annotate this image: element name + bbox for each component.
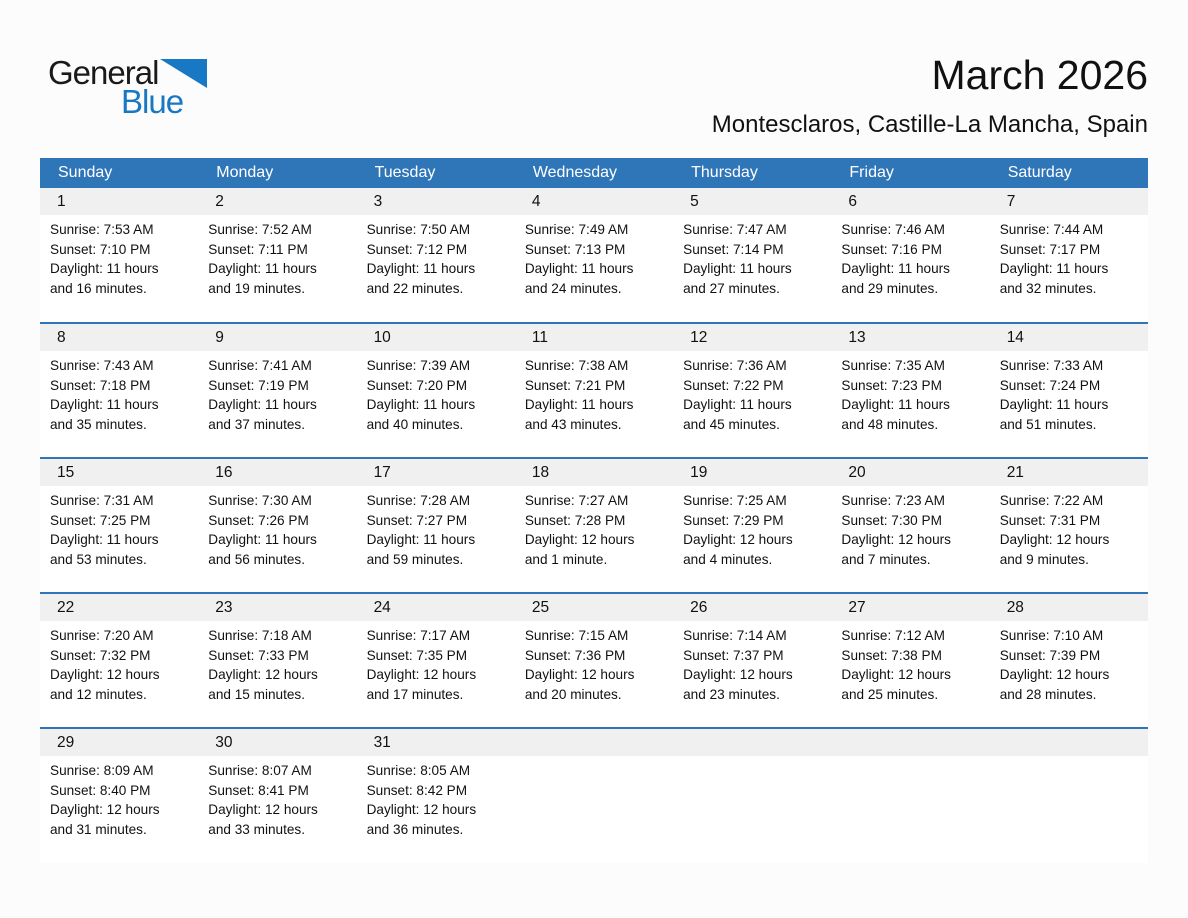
day-cell-3 [357,188,515,323]
day-details [515,351,673,434]
daylight-text-line2: and 12 minutes. [50,686,147,702]
sunrise-text: Sunrise: 7:25 AM [683,493,787,508]
empty-cell [515,728,673,863]
day-cell-28 [990,593,1148,728]
daylight-text-line1: Daylight: 12 hours [366,667,477,683]
day-cell-21 [990,458,1148,593]
day-details [198,215,356,298]
sunrise-text: Sunrise: 7:47 AM [683,222,787,237]
day-details [357,215,515,298]
day-cell-7 [990,188,1148,323]
day-cell-26 [673,593,831,728]
title-block [712,52,1148,139]
day-number: 15 [40,459,198,486]
sunset-text: Sunset: 7:39 PM [999,647,1101,663]
weekday-header-thursday: Thursday [673,158,831,188]
daylight-text-line2: and 23 minutes. [683,686,780,702]
daylight-text-line1: Daylight: 11 hours [999,261,1109,277]
day-cell-27 [831,593,989,728]
sunset-text: Sunset: 7:26 PM [208,512,309,528]
day-details [515,756,673,761]
sunset-text: Sunset: 7:12 PM [366,241,468,257]
daylight-text-line1: Daylight: 11 hours [366,532,476,548]
daylight-text-line1: Daylight: 12 hours [50,802,160,818]
day-cell-5 [673,188,831,323]
empty-cell [673,728,831,863]
day-number: 21 [990,459,1148,486]
sunrise-text: Sunrise: 7:15 AM [524,628,629,643]
daylight-text-line2: and 20 minutes. [524,686,622,702]
day-details [831,486,989,569]
sunset-text: Sunset: 7:21 PM [524,377,626,393]
day-number: 28 [990,594,1148,621]
daylight-text-line1: Daylight: 12 hours [524,532,635,548]
day-cell-4 [515,188,673,323]
sunset-text: Sunset: 8:41 PM [208,782,309,798]
day-cell-13 [831,323,989,458]
day-cell-8 [40,323,198,458]
day-number: 9 [198,324,356,351]
day-number: 22 [40,594,198,621]
day-cell-23 [198,593,356,728]
day-details [673,756,831,761]
calendar-table [40,158,1148,863]
sunrise-text: Sunrise: 7:44 AM [999,222,1104,237]
day-details [40,351,198,434]
daylight-text-line1: Daylight: 11 hours [524,397,634,413]
sunset-text: Sunset: 7:28 PM [524,512,626,528]
weekday-header-friday: Friday [831,158,989,188]
sunrise-text: Sunrise: 8:07 AM [208,763,312,778]
day-number: 16 [198,459,356,486]
sunset-text: Sunset: 7:14 PM [683,241,784,257]
sunrise-text: Sunrise: 7:20 AM [50,628,154,643]
sunrise-text: Sunrise: 7:53 AM [50,222,154,237]
sunrise-text: Sunrise: 7:50 AM [366,222,471,237]
week-row-3 [40,458,1148,593]
day-details [40,486,198,569]
daylight-text-line1: Daylight: 11 hours [50,532,159,548]
day-cell-9 [198,323,356,458]
sunset-text: Sunset: 7:17 PM [999,241,1101,257]
week-row-5 [40,728,1148,863]
sunrise-text: Sunrise: 7:30 AM [208,493,312,508]
sunset-text: Sunset: 7:18 PM [50,377,151,393]
day-details [831,351,989,434]
week-row-1 [40,188,1148,323]
day-number: 13 [831,324,989,351]
sunset-text: Sunset: 7:24 PM [999,377,1101,393]
daylight-text-line1: Daylight: 12 hours [366,802,477,818]
daylight-text-line1: Daylight: 11 hours [683,397,792,413]
day-details [357,351,515,434]
sunrise-text: Sunrise: 7:14 AM [683,628,787,643]
day-details [515,486,673,569]
day-number: 4 [515,188,673,215]
sunrise-text: Sunrise: 7:38 AM [524,358,629,373]
day-number: 17 [357,459,515,486]
week-row-2 [40,323,1148,458]
sunset-text: Sunset: 7:30 PM [841,512,942,528]
sunset-text: Sunset: 7:35 PM [366,647,468,663]
daylight-text-line2: and 15 minutes. [208,686,306,702]
day-number: 1 [40,188,198,215]
sunrise-text: Sunrise: 7:28 AM [366,493,471,508]
sunrise-text: Sunrise: 7:23 AM [841,493,945,508]
weekday-row [40,158,1148,188]
daylight-text-line1: Daylight: 12 hours [841,532,951,548]
day-number: 10 [357,324,515,351]
day-cell-10 [357,323,515,458]
sunrise-text: Sunrise: 7:41 AM [208,358,312,373]
day-details [357,621,515,704]
daylight-text-line2: and 56 minutes. [208,551,306,567]
daylight-text-line2: and 37 minutes. [208,416,306,432]
day-number: 2 [198,188,356,215]
sunrise-text: Sunrise: 7:27 AM [524,493,629,508]
day-number: 3 [357,188,515,215]
day-cell-1 [40,188,198,323]
day-details [673,351,831,434]
daylight-text-line2: and 25 minutes. [841,686,939,702]
sunset-text: Sunset: 7:20 PM [366,377,468,393]
sunset-text: Sunset: 8:42 PM [366,782,468,798]
sunrise-text: Sunrise: 7:35 AM [841,358,945,373]
day-details [673,215,831,298]
day-number [990,729,1148,756]
daylight-text-line1: Daylight: 12 hours [683,667,793,683]
sunrise-text: Sunrise: 7:17 AM [366,628,471,643]
day-details [40,215,198,298]
day-cell-2 [198,188,356,323]
logo-text-blue: Blue [121,83,184,120]
day-details [40,756,198,839]
daylight-text-line1: Daylight: 11 hours [366,397,476,413]
day-cell-22 [40,593,198,728]
weekday-header-tuesday: Tuesday [357,158,515,188]
day-details [198,351,356,434]
day-number: 30 [198,729,356,756]
sunset-text: Sunset: 7:38 PM [841,647,942,663]
day-details [198,621,356,704]
day-number: 23 [198,594,356,621]
daylight-text-line1: Daylight: 11 hours [841,397,950,413]
daylight-text-line1: Daylight: 11 hours [208,261,317,277]
sunrise-text: Sunrise: 7:33 AM [999,358,1104,373]
page-subtitle: Montesclaros, Castille-La Mancha, Spain [711,111,1148,138]
day-details [515,215,673,298]
daylight-text-line2: and 29 minutes. [841,280,939,296]
sunset-text: Sunset: 7:25 PM [50,512,151,528]
sunset-text: Sunset: 7:32 PM [50,647,151,663]
day-number: 11 [515,324,673,351]
weekday-header-sunday: Sunday [40,158,198,188]
day-number [673,729,831,756]
day-details [990,756,1148,761]
sunrise-text: Sunrise: 7:43 AM [50,358,154,373]
week-row-4 [40,593,1148,728]
sunrise-text: Sunrise: 7:18 AM [208,628,312,643]
sunrise-text: Sunrise: 8:09 AM [50,763,154,778]
general-blue-logo [48,56,207,118]
daylight-text-line2: and 16 minutes. [50,280,147,296]
day-details [990,486,1148,569]
daylight-text-line2: and 59 minutes. [366,551,464,567]
sunset-text: Sunset: 7:23 PM [841,377,942,393]
empty-cell [990,728,1148,863]
daylight-text-line1: Daylight: 12 hours [841,667,951,683]
day-cell-6 [831,188,989,323]
day-details [357,756,515,839]
day-cell-16 [198,458,356,593]
day-cell-31 [357,728,515,863]
day-number: 8 [40,324,198,351]
daylight-text-line2: and 48 minutes. [841,416,939,432]
sunset-text: Sunset: 8:40 PM [50,782,151,798]
daylight-text-line1: Daylight: 11 hours [366,261,476,277]
daylight-text-line1: Daylight: 11 hours [999,397,1109,413]
sunset-text: Sunset: 7:22 PM [683,377,784,393]
day-cell-20 [831,458,989,593]
daylight-text-line1: Daylight: 11 hours [524,261,634,277]
day-number: 18 [515,459,673,486]
day-cell-29 [40,728,198,863]
daylight-text-line2: and 4 minutes. [683,551,773,567]
empty-cell [831,728,989,863]
day-number: 27 [831,594,989,621]
daylight-text-line2: and 17 minutes. [366,686,464,702]
day-number: 31 [357,729,515,756]
day-cell-17 [357,458,515,593]
sunset-text: Sunset: 7:37 PM [683,647,784,663]
day-cell-12 [673,323,831,458]
daylight-text-line1: Daylight: 12 hours [999,667,1110,683]
weekday-header-wednesday: Wednesday [515,158,673,188]
page-header [0,0,1188,158]
daylight-text-line2: and 7 minutes. [841,551,931,567]
day-cell-19 [673,458,831,593]
day-number: 14 [990,324,1148,351]
day-details [673,486,831,569]
day-details [198,486,356,569]
daylight-text-line1: Daylight: 11 hours [683,261,792,277]
daylight-text-line1: Daylight: 12 hours [50,667,160,683]
day-cell-24 [357,593,515,728]
sunrise-text: Sunrise: 7:12 AM [841,628,945,643]
sunrise-text: Sunrise: 8:05 AM [366,763,471,778]
daylight-text-line2: and 22 minutes. [366,280,464,296]
daylight-text-line1: Daylight: 11 hours [841,261,950,277]
daylight-text-line2: and 53 minutes. [50,551,147,567]
sunset-text: Sunset: 7:27 PM [366,512,468,528]
daylight-text-line2: and 33 minutes. [208,821,306,837]
day-number: 29 [40,729,198,756]
sunrise-text: Sunrise: 7:39 AM [366,358,471,373]
day-number: 7 [990,188,1148,215]
sunset-text: Sunset: 7:33 PM [208,647,309,663]
sunrise-text: Sunrise: 7:52 AM [208,222,312,237]
daylight-text-line2: and 31 minutes. [50,821,147,837]
daylight-text-line2: and 51 minutes. [999,416,1097,432]
daylight-text-line2: and 36 minutes. [366,821,464,837]
sunset-text: Sunset: 7:19 PM [208,377,309,393]
daylight-text-line2: and 40 minutes. [366,416,464,432]
sunrise-text: Sunrise: 7:10 AM [999,628,1104,643]
day-number: 6 [831,188,989,215]
sunset-text: Sunset: 7:31 PM [999,512,1101,528]
sunrise-text: Sunrise: 7:36 AM [683,358,787,373]
day-details [990,215,1148,298]
daylight-text-line1: Daylight: 12 hours [208,667,318,683]
sunset-text: Sunset: 7:11 PM [208,241,308,257]
day-details [990,351,1148,434]
day-details [673,621,831,704]
day-details [831,756,989,761]
day-details [990,621,1148,704]
day-cell-25 [515,593,673,728]
sunset-text: Sunset: 7:10 PM [50,241,151,257]
daylight-text-line2: and 1 minute. [524,551,608,567]
day-number: 24 [357,594,515,621]
weekday-header-monday: Monday [198,158,356,188]
daylight-text-line1: Daylight: 11 hours [50,261,159,277]
daylight-text-line2: and 28 minutes. [999,686,1097,702]
daylight-text-line2: and 24 minutes. [524,280,622,296]
daylight-text-line1: Daylight: 11 hours [50,397,159,413]
daylight-text-line1: Daylight: 12 hours [999,532,1110,548]
sunrise-text: Sunrise: 7:46 AM [841,222,945,237]
day-number: 20 [831,459,989,486]
daylight-text-line1: Daylight: 12 hours [683,532,793,548]
day-number [831,729,989,756]
day-cell-11 [515,323,673,458]
daylight-text-line2: and 43 minutes. [524,416,622,432]
weekday-header-saturday: Saturday [990,158,1148,188]
day-cell-18 [515,458,673,593]
day-number: 25 [515,594,673,621]
daylight-text-line1: Daylight: 11 hours [208,532,317,548]
daylight-text-line2: and 35 minutes. [50,416,147,432]
daylight-text-line2: and 19 minutes. [208,280,306,296]
logo-text-general: General [48,54,159,91]
sunset-text: Sunset: 7:16 PM [841,241,942,257]
sunrise-text: Sunrise: 7:49 AM [524,222,629,237]
sunset-text: Sunset: 7:29 PM [683,512,784,528]
page-title: March 2026 [931,52,1148,98]
day-details [831,215,989,298]
day-number: 5 [673,188,831,215]
daylight-text-line1: Daylight: 12 hours [208,802,318,818]
calendar-body [40,188,1148,863]
day-details [515,621,673,704]
daylight-text-line2: and 9 minutes. [999,551,1089,567]
day-number: 12 [673,324,831,351]
day-cell-14 [990,323,1148,458]
day-details [831,621,989,704]
day-cell-15 [40,458,198,593]
sunset-text: Sunset: 7:36 PM [524,647,626,663]
day-details [40,621,198,704]
day-cell-30 [198,728,356,863]
sunrise-text: Sunrise: 7:31 AM [50,493,154,508]
daylight-text-line1: Daylight: 11 hours [208,397,317,413]
daylight-text-line2: and 27 minutes. [683,280,780,296]
daylight-text-line1: Daylight: 12 hours [524,667,635,683]
day-number [515,729,673,756]
day-number: 26 [673,594,831,621]
day-details [198,756,356,839]
daylight-text-line2: and 45 minutes. [683,416,780,432]
sunrise-text: Sunrise: 7:22 AM [999,493,1104,508]
day-details [357,486,515,569]
day-number: 19 [673,459,831,486]
sunset-text: Sunset: 7:13 PM [524,241,626,257]
daylight-text-line2: and 32 minutes. [999,280,1097,296]
